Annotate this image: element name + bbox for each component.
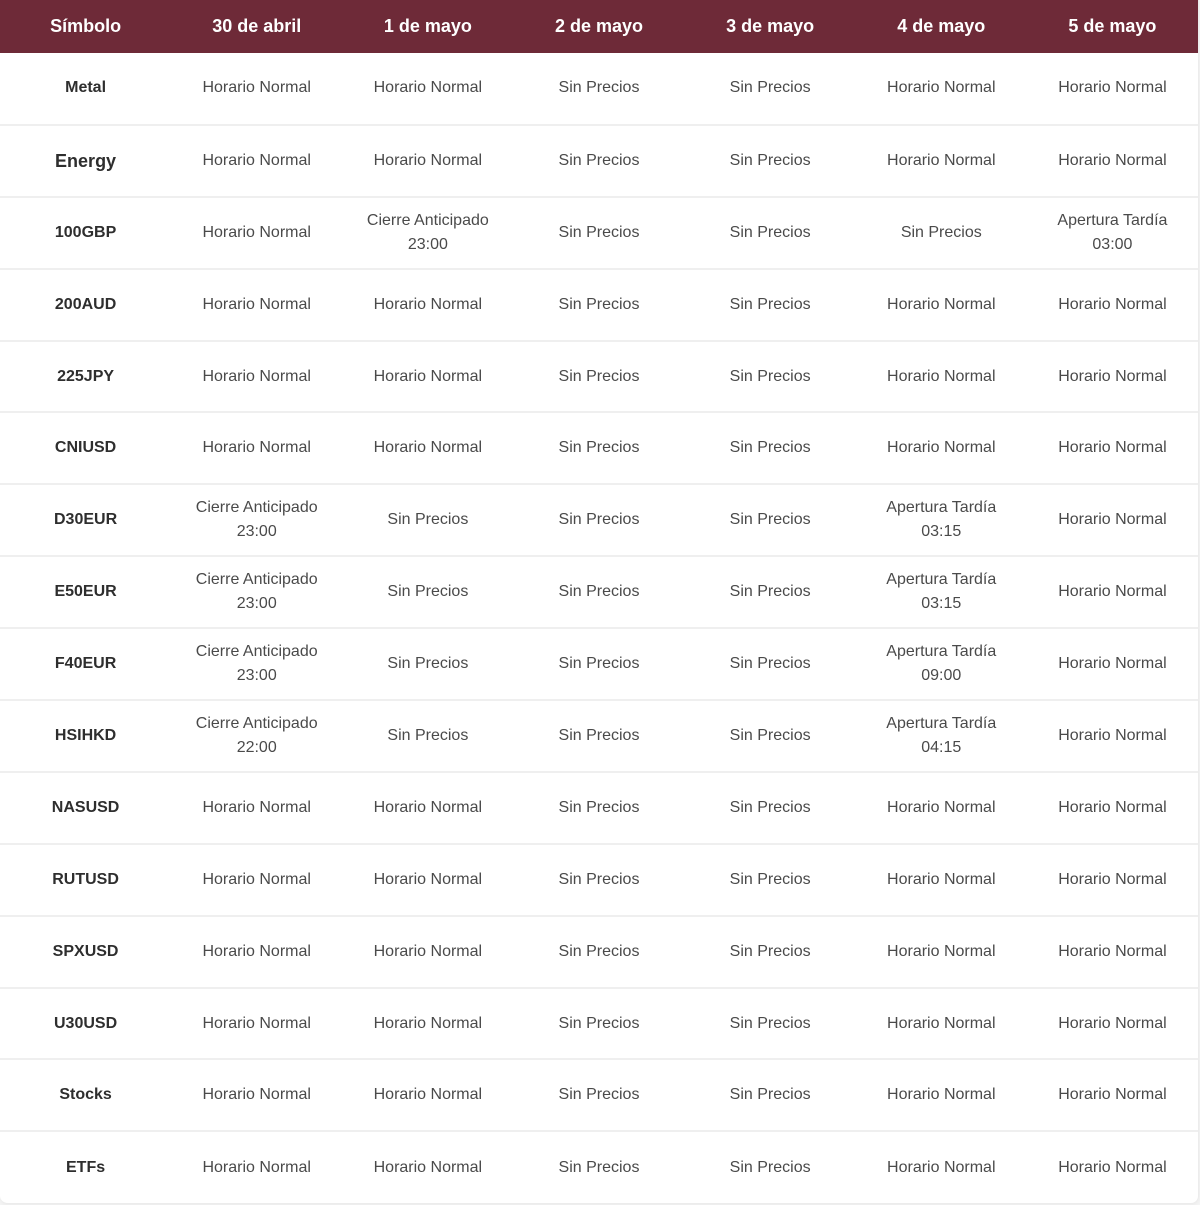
schedule-cell: [1027, 628, 1198, 700]
schedule-status: Sin Precios: [729, 1158, 811, 1176]
schedule-status: Horario Normal: [887, 295, 996, 313]
schedule-cell: [1027, 1059, 1198, 1131]
schedule-cell: [342, 53, 513, 125]
schedule-time: 23:00: [236, 523, 277, 541]
schedule-status: Horario Normal: [1058, 870, 1167, 888]
schedule-cell: [513, 1131, 684, 1203]
schedule-cell: [342, 341, 513, 413]
schedule-cell: [513, 556, 684, 628]
table-row: [0, 269, 1198, 341]
schedule-cell: [685, 844, 856, 916]
schedule-cell: [1027, 197, 1198, 269]
schedule-status: Horario Normal: [1058, 798, 1167, 816]
schedule-status: Horario Normal: [1058, 726, 1167, 744]
schedule-cell: [856, 700, 1027, 772]
schedule-status: Sin Precios: [558, 151, 640, 169]
schedule-status: Horario Normal: [202, 439, 311, 457]
schedule-status: Horario Normal: [202, 1086, 311, 1104]
symbol-cell: U30USD: [54, 1014, 118, 1032]
table-row: [0, 556, 1198, 628]
symbol-cell: 225JPY: [57, 367, 115, 385]
schedule-status: Horario Normal: [373, 942, 483, 960]
schedule-cell: [342, 197, 513, 269]
schedule-cell: [171, 269, 342, 341]
schedule-cell: [856, 412, 1027, 484]
schedule-cell: [171, 1131, 342, 1203]
table-row: [0, 341, 1198, 413]
table-row: [0, 1059, 1198, 1131]
schedule-status: Horario Normal: [373, 79, 483, 97]
schedule-status: Sin Precios: [558, 726, 640, 744]
schedule-status: Sin Precios: [558, 223, 640, 241]
schedule-status: Horario Normal: [887, 1158, 996, 1176]
table-row: [0, 628, 1198, 700]
schedule-cell: [342, 484, 513, 556]
schedule-cell: [685, 269, 856, 341]
schedule-cell: [513, 1059, 684, 1131]
schedule-status: Horario Normal: [887, 942, 996, 960]
schedule-cell: [685, 556, 856, 628]
schedule-time: 04:15: [921, 738, 962, 756]
schedule-status: Horario Normal: [1058, 367, 1167, 385]
schedule-cell: [171, 916, 342, 988]
schedule-cell: [171, 412, 342, 484]
schedule-status: Apertura Tardía: [886, 571, 997, 589]
schedule-status: Sin Precios: [729, 942, 811, 960]
schedule-status: Sin Precios: [729, 655, 811, 673]
schedule-status: Horario Normal: [1058, 1014, 1167, 1032]
schedule-cell: [342, 916, 513, 988]
schedule-status: Horario Normal: [373, 870, 483, 888]
column-header-date: 4 de mayo: [897, 16, 986, 36]
schedule-cell: [513, 269, 684, 341]
symbol-cell: Stocks: [59, 1086, 112, 1104]
schedule-status: Sin Precios: [558, 1014, 640, 1032]
schedule-cell: [513, 844, 684, 916]
schedule-cell: [685, 700, 856, 772]
schedule-cell: [171, 988, 342, 1060]
schedule-status: Horario Normal: [887, 439, 996, 457]
schedule-status: Horario Normal: [1058, 1086, 1167, 1104]
schedule-status: Sin Precios: [387, 583, 469, 601]
table-row: [0, 197, 1198, 269]
schedule-status: Horario Normal: [887, 79, 996, 97]
schedule-status: Horario Normal: [887, 870, 996, 888]
schedule-status: Sin Precios: [729, 367, 811, 385]
schedule-status: Sin Precios: [729, 583, 811, 601]
schedule-status: Sin Precios: [558, 511, 640, 529]
schedule-status: Sin Precios: [900, 223, 982, 241]
schedule-cell: [685, 916, 856, 988]
table-row: [0, 53, 1198, 125]
schedule-status: Horario Normal: [1058, 1158, 1167, 1176]
schedule-status: Sin Precios: [729, 439, 811, 457]
schedule-status: Cierre Anticipado: [195, 643, 318, 661]
schedule-status: Sin Precios: [558, 295, 640, 313]
schedule-cell: [513, 988, 684, 1060]
table-row: [0, 1131, 1198, 1203]
schedule-cell: [856, 1131, 1027, 1203]
schedule-status: Sin Precios: [387, 511, 469, 529]
schedule-status: Horario Normal: [887, 798, 996, 816]
schedule-status: Horario Normal: [887, 367, 996, 385]
column-header-date: 2 de mayo: [554, 16, 644, 36]
schedule-status: Cierre Anticipado: [195, 714, 318, 732]
symbol-cell: D30EUR: [54, 511, 118, 529]
schedule-cell: [1027, 556, 1198, 628]
schedule-cell: [685, 772, 856, 844]
schedule-status: Horario Normal: [373, 1158, 483, 1176]
schedule-status: Sin Precios: [558, 870, 640, 888]
schedule-status: Horario Normal: [1058, 942, 1167, 960]
schedule-cell: [513, 412, 684, 484]
schedule-cell: [342, 700, 513, 772]
schedule-status: Sin Precios: [558, 942, 640, 960]
schedule-cell: [856, 916, 1027, 988]
schedule-cell: [342, 412, 513, 484]
schedule-cell: [856, 53, 1027, 125]
schedule-cell: [342, 628, 513, 700]
schedule-status: Horario Normal: [1058, 583, 1167, 601]
schedule-status: Sin Precios: [558, 367, 640, 385]
schedule-cell: [171, 844, 342, 916]
schedule-status: Sin Precios: [387, 726, 469, 744]
symbol-cell: E50EUR: [54, 583, 117, 601]
schedule-cell: [685, 628, 856, 700]
schedule-cell: [342, 1131, 513, 1203]
schedule-status: Apertura Tardía: [1057, 211, 1168, 229]
schedule-cell: [171, 125, 342, 197]
table-row: [0, 916, 1198, 988]
schedule-cell: [513, 484, 684, 556]
table-row: [0, 700, 1198, 772]
schedule-status: Horario Normal: [202, 1158, 311, 1176]
schedule-status: Sin Precios: [558, 1158, 640, 1176]
schedule-status: Horario Normal: [202, 1014, 311, 1032]
schedule-status: Sin Precios: [558, 1086, 640, 1104]
schedule-cell: [1027, 484, 1198, 556]
schedule-cell: [1027, 916, 1198, 988]
schedule-time: 23:00: [236, 595, 277, 613]
schedule-status: Horario Normal: [1058, 295, 1167, 313]
schedule-status: Sin Precios: [729, 151, 811, 169]
schedule-cell: [856, 269, 1027, 341]
schedule-status: Horario Normal: [1058, 439, 1167, 457]
schedule-time: 03:00: [1092, 235, 1133, 253]
schedule-time: 03:15: [921, 595, 962, 613]
schedule-cell: [856, 125, 1027, 197]
schedule-cell: [685, 1131, 856, 1203]
symbol-cell: NASUSD: [51, 798, 120, 816]
schedule-cell: [342, 1059, 513, 1131]
schedule-status: Apertura Tardía: [886, 643, 997, 661]
schedule-cell: [171, 197, 342, 269]
table-row: [0, 125, 1198, 197]
table-row: [0, 988, 1198, 1060]
schedule-status: Horario Normal: [887, 151, 996, 169]
schedule-cell: [342, 125, 513, 197]
symbol-cell: Energy: [55, 150, 117, 171]
schedule-status: Sin Precios: [729, 870, 811, 888]
schedule-cell: [685, 53, 856, 125]
schedule-status: Horario Normal: [1058, 79, 1167, 97]
column-header-symbol: Símbolo: [50, 16, 122, 36]
schedule-status: Horario Normal: [202, 223, 311, 241]
schedule-cell: [1027, 1131, 1198, 1203]
table-body: [0, 53, 1198, 1203]
symbol-cell: Metal: [65, 79, 107, 97]
schedule-cell: [856, 1059, 1027, 1131]
schedule-status: Horario Normal: [202, 151, 311, 169]
schedule-cell: [171, 628, 342, 700]
schedule-cell: [856, 988, 1027, 1060]
schedule-status: Cierre Anticipado: [195, 571, 318, 589]
schedule-time: 09:00: [921, 667, 962, 685]
column-header-date: 5 de mayo: [1068, 16, 1157, 36]
schedule-status: Sin Precios: [558, 655, 640, 673]
schedule-status: Sin Precios: [558, 583, 640, 601]
schedule-cell: [171, 772, 342, 844]
schedule-status: Sin Precios: [729, 223, 811, 241]
schedule-cell: [513, 125, 684, 197]
schedule-status: Horario Normal: [202, 942, 311, 960]
schedule-cell: [1027, 269, 1198, 341]
schedule-status: Sin Precios: [729, 1086, 811, 1104]
schedule-status: Horario Normal: [1058, 655, 1167, 673]
schedule-cell: [856, 772, 1027, 844]
schedule-cell: [685, 1059, 856, 1131]
schedule-cell: [342, 844, 513, 916]
schedule-status: Sin Precios: [729, 1014, 811, 1032]
schedule-status: Horario Normal: [373, 439, 483, 457]
schedule-cell: [171, 484, 342, 556]
schedule-status: Horario Normal: [202, 367, 311, 385]
column-header-date: 3 de mayo: [726, 16, 815, 36]
schedule-status: Sin Precios: [729, 511, 811, 529]
schedule-status: Sin Precios: [558, 79, 640, 97]
symbol-cell: F40EUR: [54, 655, 117, 673]
column-header-date: 1 de mayo: [383, 16, 472, 36]
schedule-cell: [856, 844, 1027, 916]
schedule-time: 03:15: [921, 523, 962, 541]
schedule-cell: [685, 412, 856, 484]
schedule-cell: [1027, 700, 1198, 772]
schedule-status: Horario Normal: [373, 295, 483, 313]
schedule-cell: [513, 700, 684, 772]
schedule-status: Apertura Tardía: [886, 499, 997, 517]
schedule-cell: [856, 197, 1027, 269]
schedule-status: Horario Normal: [373, 1014, 483, 1032]
schedule-cell: [342, 269, 513, 341]
schedule-cell: [856, 628, 1027, 700]
table-row: [0, 412, 1198, 484]
schedule-cell: [171, 700, 342, 772]
symbol-cell: CNIUSD: [54, 439, 117, 457]
schedule-status: Sin Precios: [387, 655, 469, 673]
schedule-cell: [171, 1059, 342, 1131]
table-header: [0, 0, 1198, 53]
schedule-status: Horario Normal: [887, 1014, 996, 1032]
schedule-cell: [1027, 772, 1198, 844]
schedule-cell: [1027, 341, 1198, 413]
schedule-status: Cierre Anticipado: [366, 211, 489, 229]
schedule-status: Horario Normal: [373, 151, 483, 169]
schedule-cell: [513, 772, 684, 844]
schedule-status: Horario Normal: [202, 295, 311, 313]
symbol-cell: ETFs: [66, 1158, 106, 1176]
schedule-cell: [685, 197, 856, 269]
schedule-cell: [1027, 988, 1198, 1060]
schedule-cell: [513, 197, 684, 269]
schedule-cell: [513, 916, 684, 988]
schedule-cell: [685, 341, 856, 413]
schedule-cell: [685, 125, 856, 197]
schedule-cell: [171, 53, 342, 125]
table-row: [0, 484, 1198, 556]
schedule-status: Horario Normal: [202, 798, 311, 816]
schedule-status: Sin Precios: [729, 79, 811, 97]
schedule-cell: [513, 628, 684, 700]
symbol-cell: 200AUD: [54, 295, 117, 313]
schedule-time: 23:00: [407, 235, 448, 253]
schedule-cell: [171, 556, 342, 628]
schedule-status: Horario Normal: [373, 367, 483, 385]
schedule-cell: [342, 772, 513, 844]
schedule-cell: [1027, 844, 1198, 916]
schedule-cell: [1027, 53, 1198, 125]
schedule-cell: [342, 988, 513, 1060]
schedule-cell: [1027, 125, 1198, 197]
schedule-status: Sin Precios: [729, 798, 811, 816]
symbol-cell: SPXUSD: [52, 942, 119, 960]
symbol-cell: 100GBP: [54, 223, 117, 241]
schedule-status: Horario Normal: [373, 798, 483, 816]
schedule-time: 23:00: [236, 667, 277, 685]
schedule-status: Horario Normal: [202, 79, 311, 97]
schedule-cell: [856, 484, 1027, 556]
symbol-cell: HSIHKD: [54, 726, 117, 744]
schedule-status: Horario Normal: [373, 1086, 483, 1104]
schedule-status: Sin Precios: [558, 798, 640, 816]
schedule-cell: [856, 341, 1027, 413]
schedule-status: Horario Normal: [202, 870, 311, 888]
schedule-cell: [685, 988, 856, 1060]
schedule-status: Horario Normal: [887, 1086, 996, 1104]
schedule-status: Sin Precios: [729, 295, 811, 313]
symbol-cell: RUTUSD: [52, 870, 119, 888]
schedule-cell: [171, 341, 342, 413]
schedule-status: Horario Normal: [1058, 151, 1167, 169]
schedule-status: Apertura Tardía: [886, 714, 997, 732]
schedule-cell: [513, 341, 684, 413]
table-row: [0, 772, 1198, 844]
schedule-status: Sin Precios: [558, 439, 640, 457]
header-row: [0, 0, 1198, 53]
column-header-date: 30 de abril: [212, 16, 302, 36]
schedule-cell: [513, 53, 684, 125]
schedule-status: Sin Precios: [729, 726, 811, 744]
schedule-cell: [685, 484, 856, 556]
schedule-cell: [1027, 412, 1198, 484]
schedule-cell: [856, 556, 1027, 628]
schedule-cell: [342, 556, 513, 628]
table-row: [0, 844, 1198, 916]
schedule-time: 22:00: [236, 738, 277, 756]
schedule-status: Cierre Anticipado: [195, 499, 318, 517]
schedule-status: Horario Normal: [1058, 511, 1167, 529]
